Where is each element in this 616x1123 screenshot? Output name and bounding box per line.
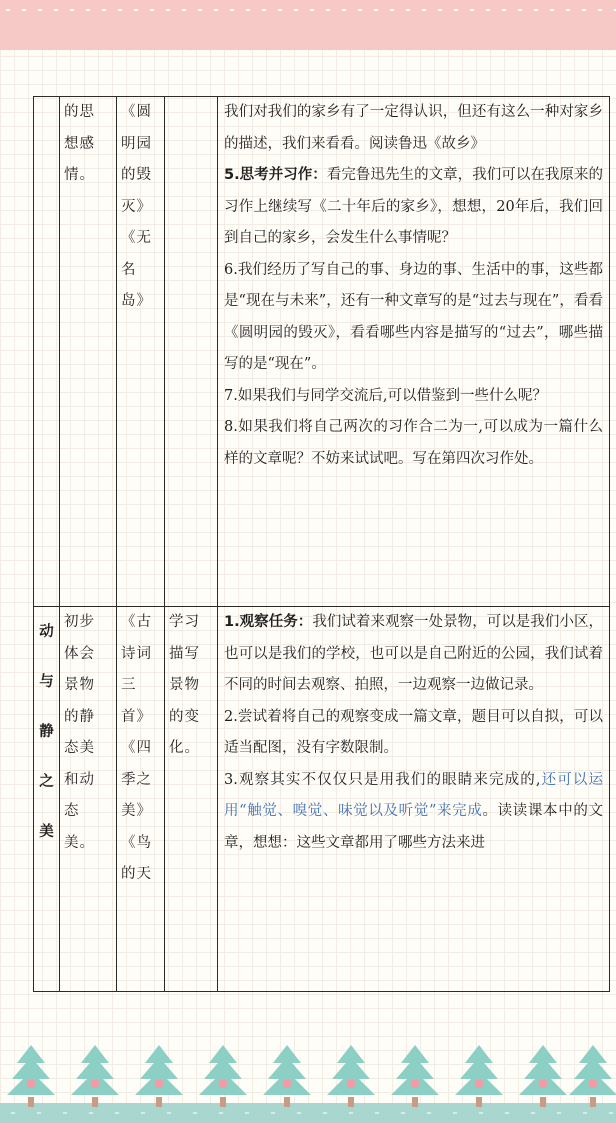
ground-dots-decor — [0, 1109, 616, 1117]
texts-cell: 《古 诗词 三 首》 《四 季之 美》 《鸟 的天 — [117, 607, 165, 992]
tree-icon — [518, 1045, 568, 1107]
table-row-hometown — [34, 97, 610, 607]
tree-icon — [6, 1045, 56, 1107]
activity-6: 6.我们经历了写自己的事、身边的事、生活中的事，这些都是“现在与未来”，还有一种文章写的是“过去与现在”，看看《圆明园的毁灭》，看看哪些内容是描写的“过去”，哪些描写的是“现在”。 — [224, 261, 603, 372]
goal-cell: 初步 体会 景物 的静 态美 和动 态 美。 — [60, 607, 117, 992]
tree-icon — [134, 1045, 184, 1107]
lesson-plan-table — [33, 96, 610, 992]
skill-cell: 学习 描写 景物 的变 化。 — [165, 607, 218, 992]
tree-icon — [326, 1045, 376, 1107]
tree-icon — [390, 1045, 440, 1107]
tree-icon — [568, 1045, 616, 1107]
unit-title-cell: 动 与 静 之 美 — [34, 607, 60, 992]
top-decor-band — [0, 0, 616, 50]
highlighted-text: 还可以运用“触觉、嗅觉、味觉以及听觉”来完成 — [224, 771, 603, 819]
table-row-motion-stillness — [34, 607, 610, 992]
skill-cell — [165, 97, 218, 607]
tree-icon — [262, 1045, 312, 1107]
activity-1: 1.观察任务：我们试着来观察一处景物，可以是我们小区，也可以是我们的学校，也可以是自己附近的公园，我们试着不同的时间去观察、拍照，一边观察一边做记录。 — [224, 614, 603, 693]
tree-icon — [70, 1045, 120, 1107]
activity-3: 3.观察其实不仅仅只是用我们的眼睛来完成的,还可以运用“触觉、嗅觉、味觉以及听觉”来完成。读读课本中的文章，想想：这些文章都用了哪些方法来进 — [224, 771, 603, 851]
top-dots-decor — [0, 6, 616, 12]
activities-cell — [218, 607, 610, 992]
tree-icon — [454, 1045, 504, 1107]
activity-2: 2.尝试着将自己的观察变成一篇文章，题目可以自拟，可以适当配图，没有字数限制。 — [224, 708, 603, 756]
activity-7: 7.如果我们与同学交流后,可以借鉴到一些什么呢？ — [224, 387, 547, 404]
goal-cell: 的思 想感 情。 — [60, 97, 117, 607]
activity-8: 8.如果我们将自己两次的习作合二为一,可以成为一篇什么样的文章呢？不妨来试试吧。写在第四次习作处。 — [224, 419, 603, 467]
tree-icon — [198, 1045, 248, 1107]
top-scallop-decor — [0, 40, 616, 60]
texts-cell: 《圆 明园 的毁 灭》 《无 名 岛》 — [117, 97, 165, 607]
activity-intro: 我们对我们的家乡有了一定得认识，但还有这么一种对家乡的描述，我们来看看。阅读鲁迅《故乡》 — [224, 104, 603, 152]
bottom-decor-band — [0, 1030, 616, 1123]
activities-cell — [218, 97, 610, 607]
activity-5: 5.思考并习作：看完鲁迅先生的文章，我们可以在我原来的习作上继续写《二十年后的家乡》，想想，20年后，我们回到自己的家乡，会发生什么事情呢？ — [224, 167, 603, 246]
unit-cell — [34, 97, 60, 607]
